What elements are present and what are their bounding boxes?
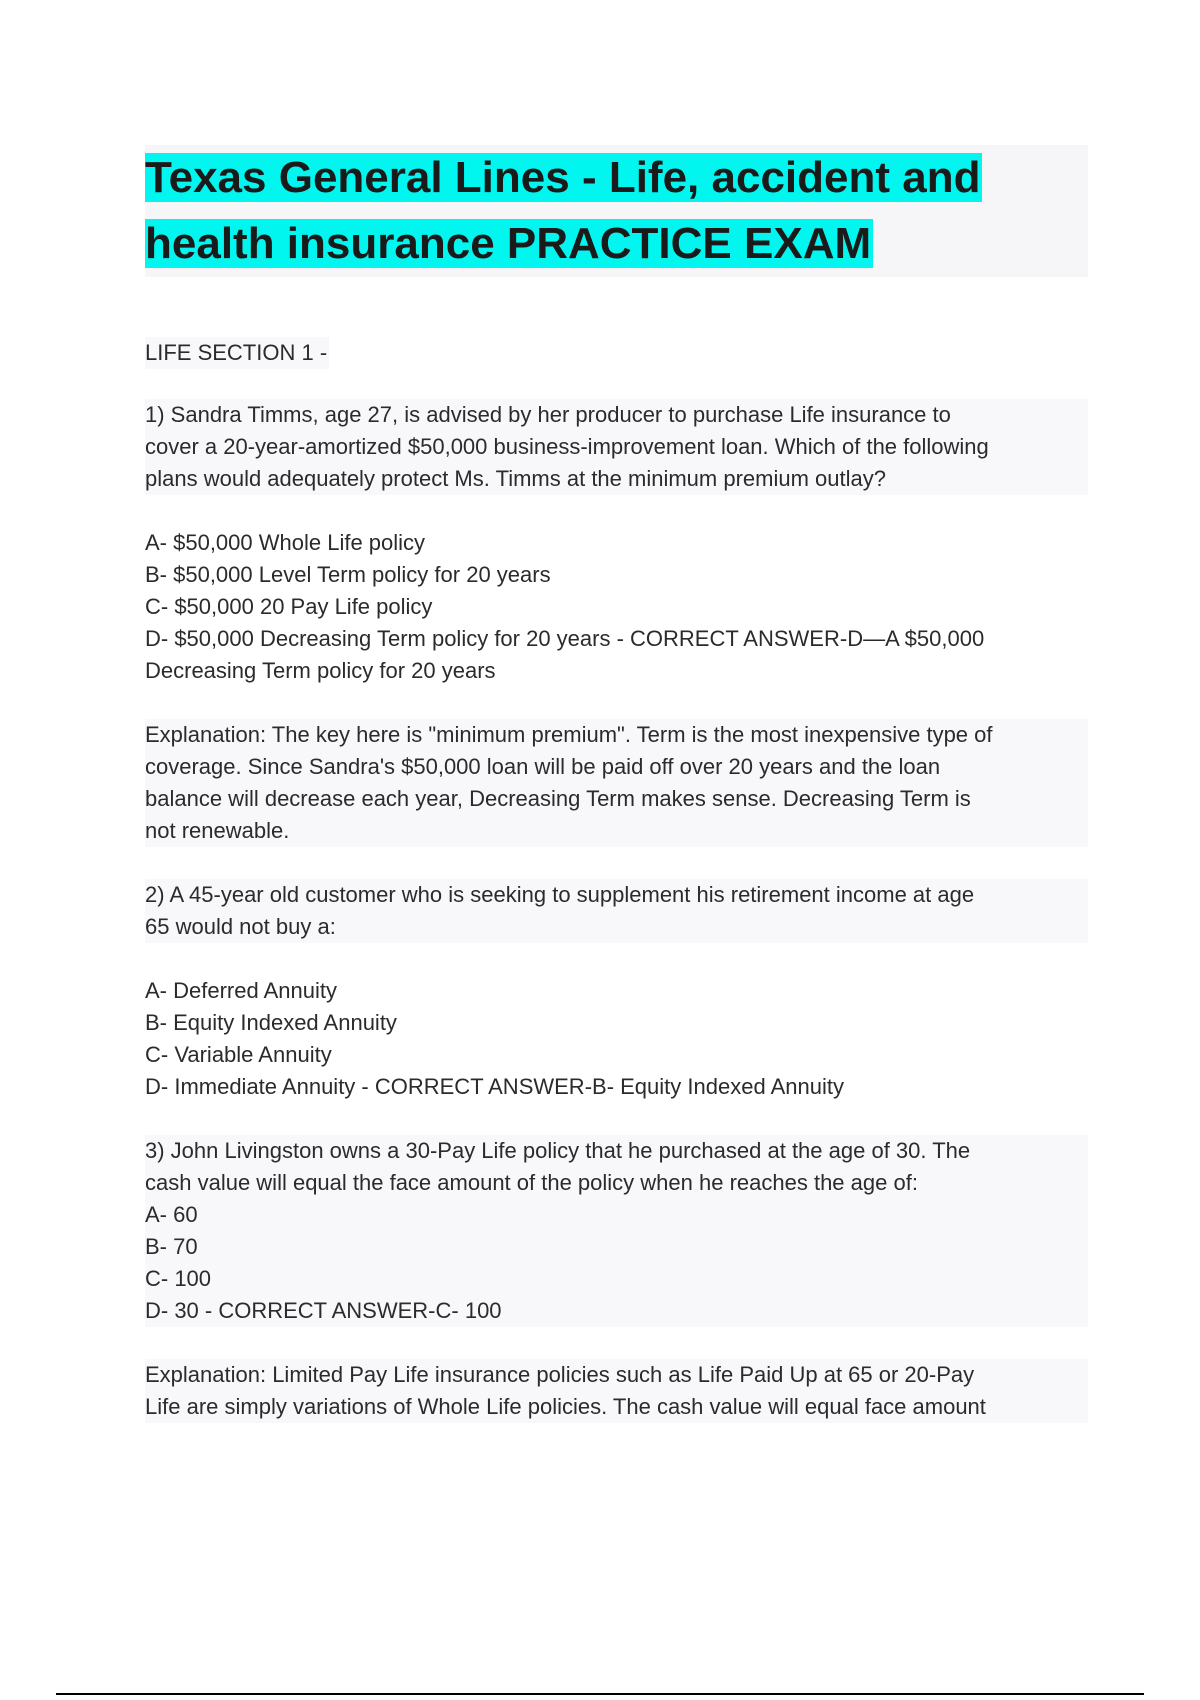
answer-option: B- $50,000 Level Term policy for 20 years [145,562,551,587]
title-line-1: Texas General Lines - Life, accident and [145,153,981,202]
question-line: 1) Sandra Timms, age 27, is advised by her producer to purchase Life insurance to [145,402,951,427]
answer-option: C- $50,000 20 Pay Life policy [145,594,433,619]
question-3-explanation [145,1359,1088,1423]
question-1-text [145,399,1088,495]
answer-option: A- Deferred Annuity [145,978,337,1003]
explanation-line: Explanation: The key here is "minimum premium". Term is the most inexpensive type of [145,722,993,747]
title-block [145,145,1088,277]
title-line-2: health insurance PRACTICE EXAM [145,219,872,268]
explanation-line: Explanation: Limited Pay Life insurance policies such as Life Paid Up at 65 or 20-Pay [145,1362,975,1387]
question-3-text [145,1135,1088,1327]
answer-option: Decreasing Term policy for 20 years [145,658,496,683]
document-title [145,145,1088,277]
answer-option: D- Immediate Annuity - CORRECT ANSWER-B- Equity Indexed Annuity [145,1074,844,1099]
explanation-line: balance will decrease each year, Decreasing Term makes sense. Decreasing Term is [145,786,971,811]
explanation-line: not renewable. [145,818,290,843]
question-line: cash value will equal the face amount of the policy when he reaches the age of: [145,1170,918,1195]
answer-option: B- 70 [145,1234,198,1259]
answer-option: D- 30 - CORRECT ANSWER-C- 100 [145,1298,502,1323]
question-2-text [145,879,1088,943]
question-line: cover a 20-year-amortized $50,000 business-improvement loan. Which of the following [145,434,989,459]
explanation-line: Life are simply variations of Whole Life policies. The cash value will equal face amount [145,1394,986,1419]
question-1-explanation [145,719,1088,847]
answer-option: C- Variable Annuity [145,1042,332,1067]
question-line: 3) John Livingston owns a 30-Pay Life policy that he purchased at the age of 30. The [145,1138,971,1163]
document-page [145,145,1088,1455]
explanation-line: coverage. Since Sandra's $50,000 loan will be paid off over 20 years and the loan [145,754,941,779]
question-line: 2) A 45-year old customer who is seeking to supplement his retirement income at age [145,882,975,907]
answer-option: A- $50,000 Whole Life policy [145,530,426,555]
answer-option: A- 60 [145,1202,198,1227]
section-label: LIFE SECTION 1 - [145,337,329,369]
answer-option: C- 100 [145,1266,212,1291]
page-bottom-rule [56,1693,1144,1695]
question-1-options [145,527,1088,687]
question-2-options [145,975,1088,1103]
question-line: plans would adequately protect Ms. Timms at the minimum premium outlay? [145,466,886,491]
answer-option: B- Equity Indexed Annuity [145,1010,397,1035]
question-line: 65 would not buy a: [145,914,336,939]
answer-option: D- $50,000 Decreasing Term policy for 20 years - CORRECT ANSWER-D—A $50,000 [145,626,985,651]
